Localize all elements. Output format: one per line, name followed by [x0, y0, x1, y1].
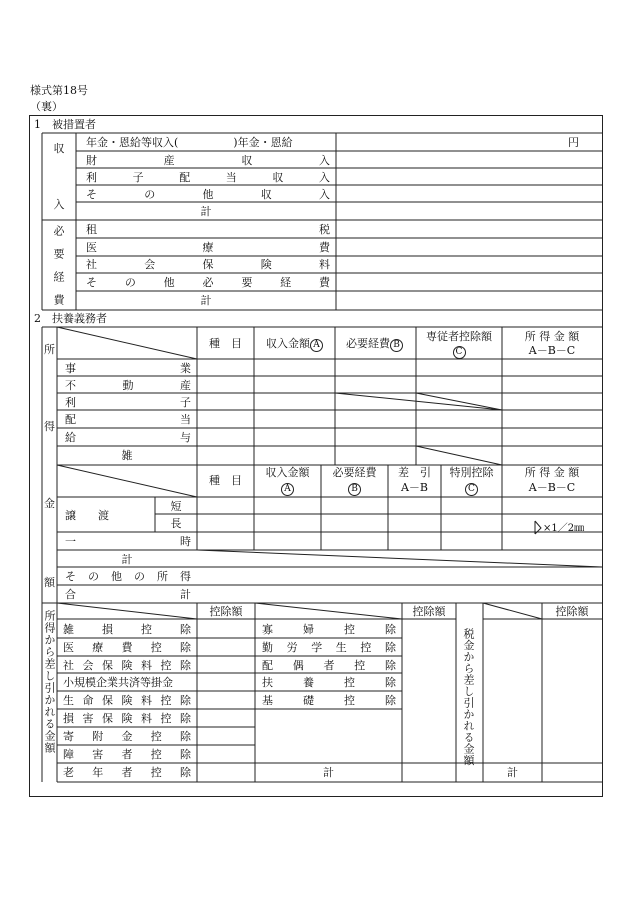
- ded-elderly: 老 年 者 控 除: [63, 766, 191, 779]
- ded-dependent: 扶 養 控 除: [262, 676, 396, 689]
- income-property-label: 財 産 収 入: [86, 154, 330, 167]
- expense-social-label: 社 会 保 険 料: [86, 258, 330, 271]
- h2-expense-mark: B: [321, 481, 388, 496]
- row-temporary: 一 時: [65, 535, 191, 548]
- s2-label-3: 金: [44, 497, 55, 510]
- income-label-top: 収: [53, 142, 65, 155]
- note-half: ×1／2㎜: [543, 523, 585, 534]
- row-transfer: 譲 渡: [65, 509, 109, 522]
- h2-special: 特別控除: [449, 466, 494, 479]
- h2-expense: 必要経費: [332, 466, 377, 479]
- ded-social: 社 会 保 険 料 控 除: [63, 659, 191, 672]
- row-transfer-long: 長: [170, 517, 182, 530]
- s2-label-2: 得: [44, 420, 55, 433]
- expense-medical-label: 医 療 費: [86, 241, 330, 254]
- h1-type: 種 目: [209, 337, 242, 350]
- h2-income: 収入金額: [265, 466, 310, 479]
- h1-employee-mark: C: [416, 344, 502, 359]
- mark-a: A: [310, 339, 323, 352]
- ded-student: 勤 労 学 生 控 除: [262, 641, 396, 654]
- income-pension-label: 年金・恩給等収入( )年金・恩給: [86, 136, 293, 149]
- ded-smallbiz: 小規模企業共済等掛金: [63, 676, 173, 689]
- row-business: 事 業: [65, 362, 191, 375]
- h1-formula: A－B－C: [528, 344, 576, 357]
- ded-basic: 基 礎 控 除: [262, 694, 396, 707]
- ded-donation: 寄 附 金 控 除: [63, 730, 191, 743]
- ded-mid-total: 計: [323, 766, 334, 779]
- section1-title: 1 被措置者: [34, 118, 96, 131]
- ded-disabled: 障 害 者 控 除: [63, 748, 191, 761]
- income-label-bottom: 入: [53, 198, 65, 211]
- h2-formula: A－B－C: [528, 481, 576, 494]
- h1-income: 収入金額 A: [266, 337, 323, 352]
- s2-label-4: 額: [44, 576, 55, 589]
- mark-b: B: [390, 339, 403, 352]
- expense-label: 必 要 経 費: [52, 225, 65, 305]
- ded-header-mid: 控除額: [412, 605, 446, 618]
- h2-amount: 所 得 金 額: [524, 466, 580, 479]
- ded-widow: 寡 婦 控 除: [262, 623, 396, 636]
- h2-diff: 差 引: [398, 466, 431, 479]
- row-salary: 給 与: [65, 431, 191, 444]
- form-side: （裏）: [30, 100, 63, 113]
- ded-medical: 医 療 費 控 除: [63, 641, 191, 654]
- section2-title: 2 扶養義務者: [34, 312, 107, 325]
- income-other-label: そ の 他 収 入: [86, 188, 330, 201]
- row-grand-total: 合 計: [65, 588, 191, 601]
- h2-diff-formula: A－B: [400, 481, 429, 494]
- s2-label-1: 所: [44, 343, 55, 356]
- ded-damage: 損 害 保 険 料 控 除: [63, 712, 191, 725]
- yen-unit: 円: [568, 136, 579, 149]
- row-dividend: 配 当: [65, 413, 191, 426]
- row-realestate: 不 動 産: [65, 379, 191, 392]
- row-interest: 利 子: [65, 396, 191, 409]
- h2-type: 種 目: [209, 474, 242, 487]
- ded-life: 生 命 保 険 料 控 除: [63, 694, 191, 707]
- ded-header-right: 控除額: [555, 605, 589, 618]
- expense-tax-label: 租 税: [86, 223, 330, 236]
- ded-header-left: 控除額: [209, 605, 243, 618]
- deduction-label: 所得から差し引かれる金額: [43, 610, 56, 754]
- row-misc: 雑: [121, 449, 133, 462]
- expense-other-label: そ の 他 必 要 経 費: [86, 276, 330, 289]
- h1-amount: 所 得 金 額: [524, 330, 580, 343]
- income-total-label: 計: [200, 205, 212, 218]
- ded-casualty: 雑 損 控 除: [63, 623, 191, 636]
- h2-income-mark: A: [254, 481, 321, 496]
- h1-expense: 必要経費 B: [346, 337, 403, 352]
- row-total: 計: [121, 553, 133, 566]
- form-number: 様式第18号: [30, 84, 88, 97]
- h1-employee: 専従者控除額: [426, 330, 492, 343]
- tax-deduction-label: 税金から差し引かれる金額: [462, 628, 475, 766]
- row-other-income: そ の 他 の 所 得: [65, 570, 191, 583]
- income-interest-label: 利 子 配 当 収 入: [86, 171, 330, 184]
- h2-special-mark: C: [441, 481, 502, 496]
- row-transfer-short: 短: [170, 500, 182, 513]
- ded-spouse: 配 偶 者 控 除: [262, 659, 396, 672]
- tax-total: 計: [507, 766, 518, 779]
- expense-total-label: 計: [200, 294, 212, 307]
